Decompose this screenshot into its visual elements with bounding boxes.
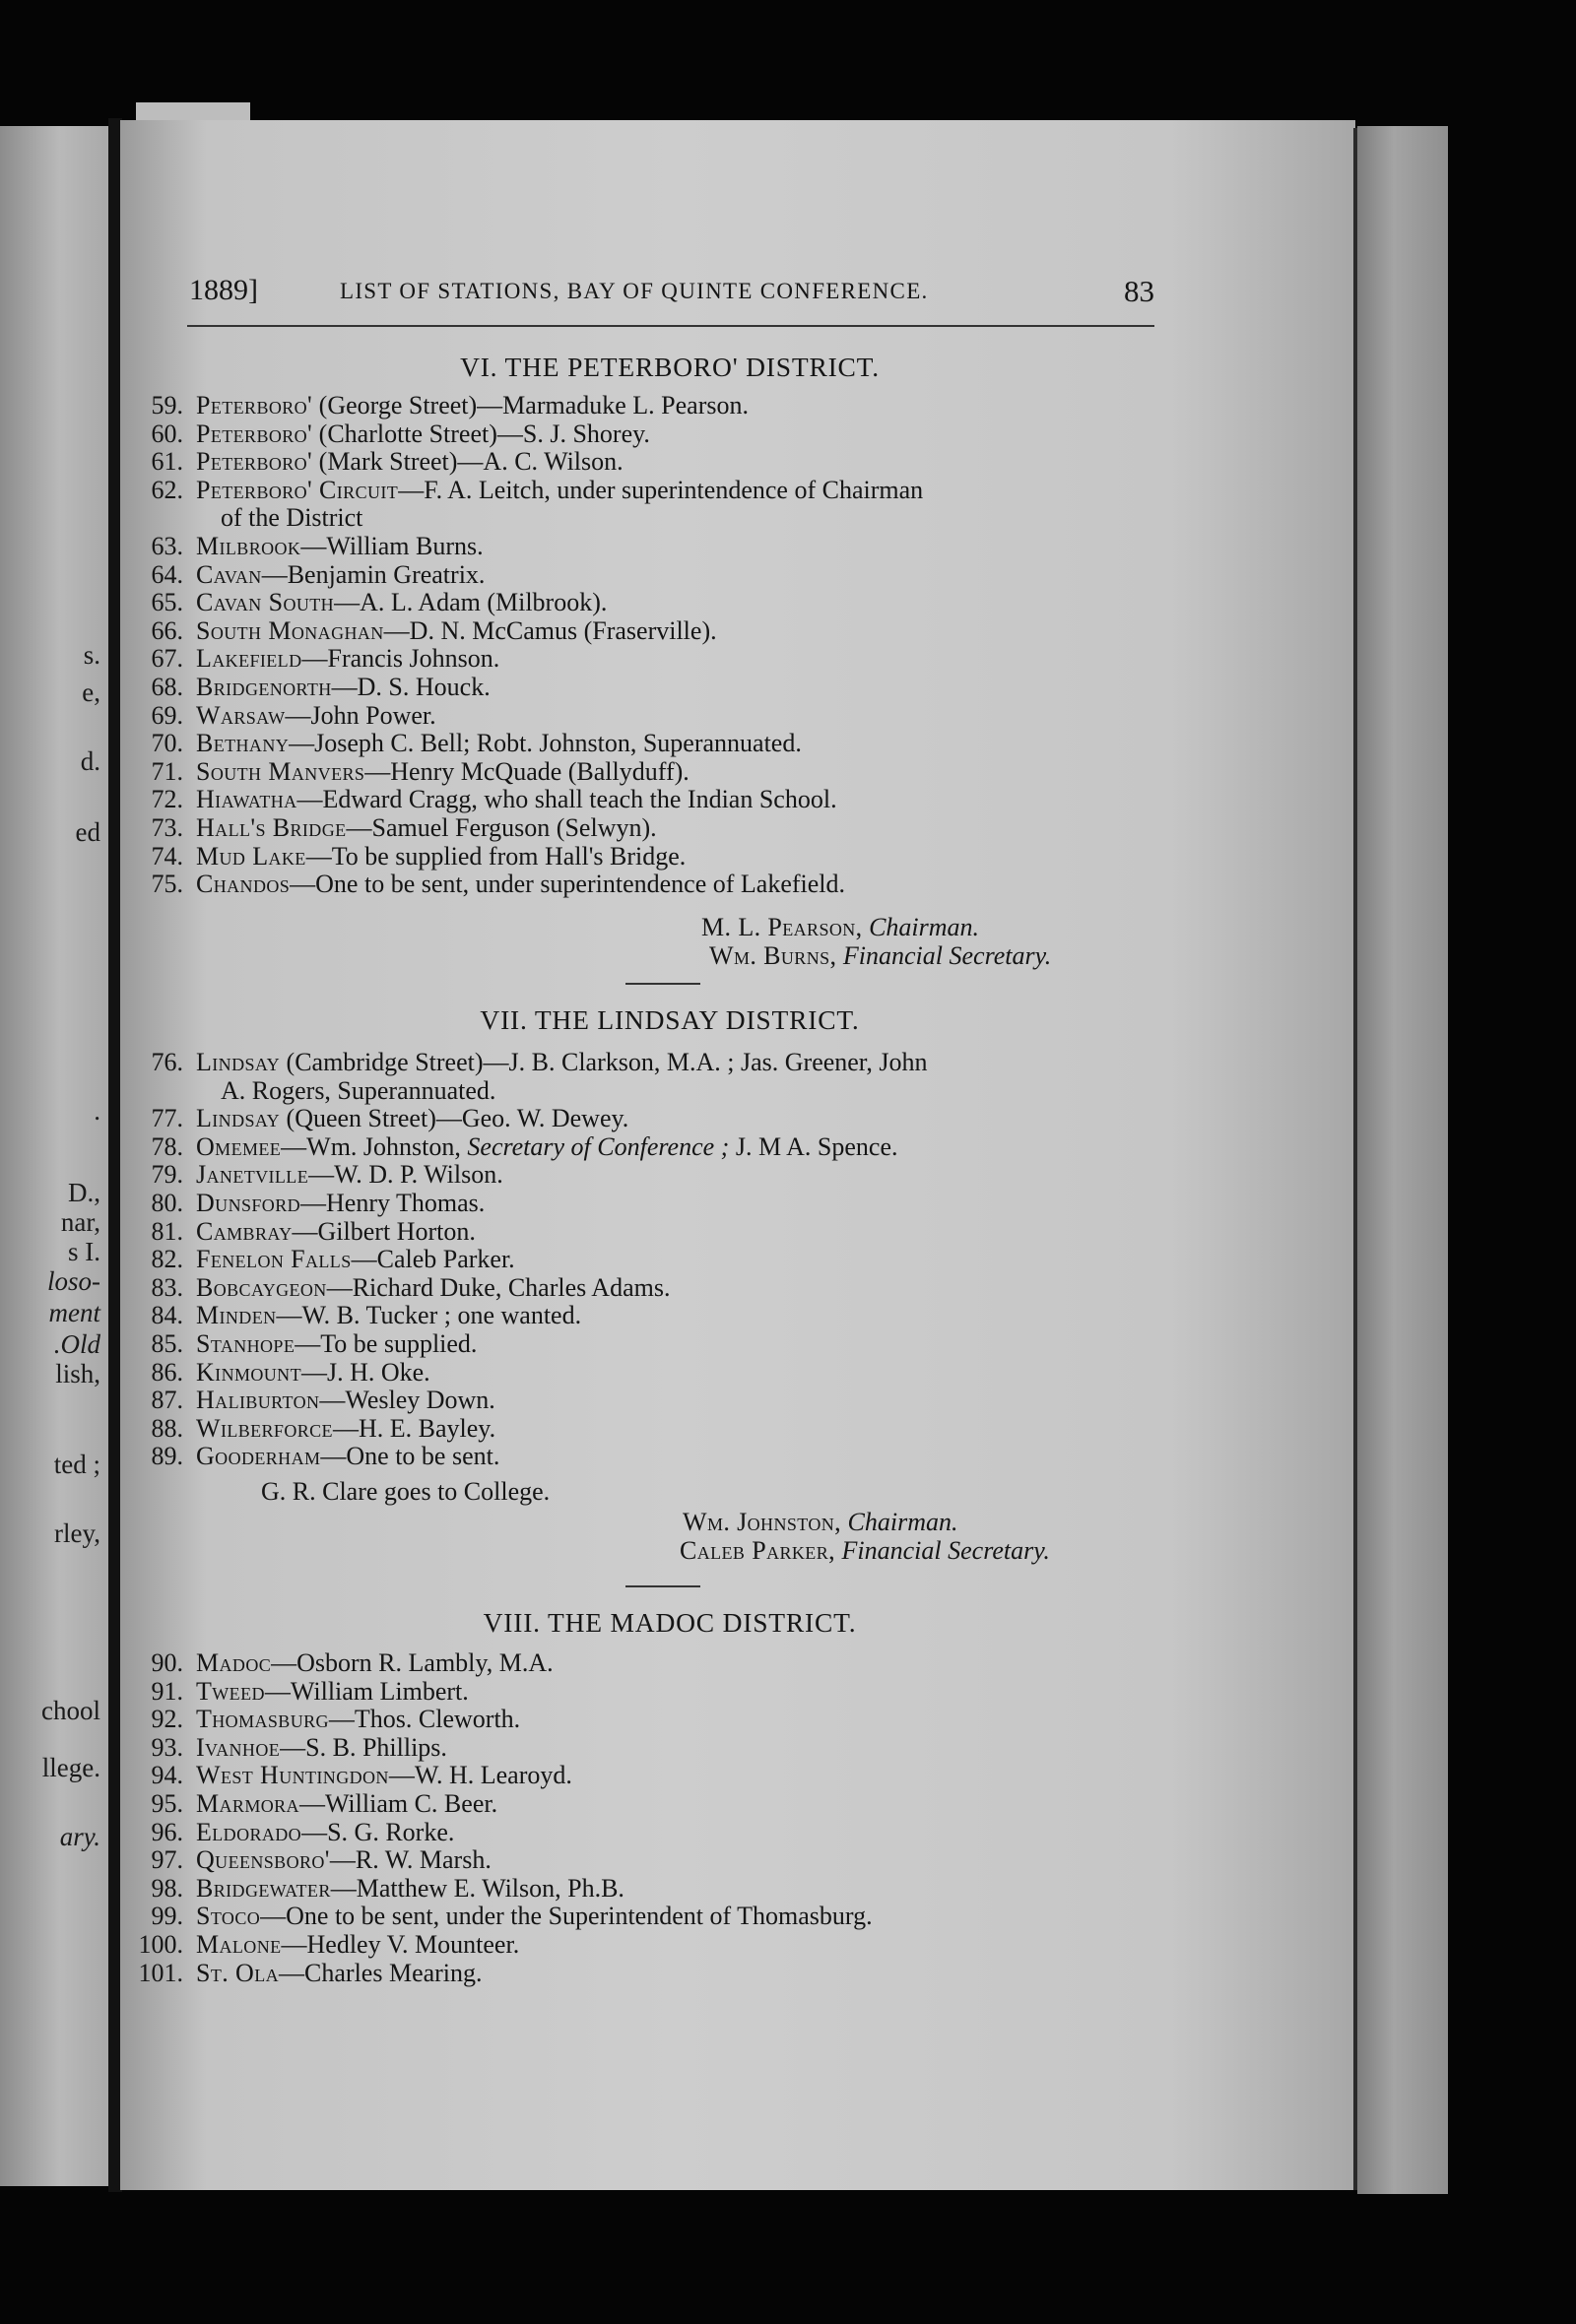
signatory-name: M. L. Pearson, — [701, 913, 863, 941]
station-name: Cavan — [196, 559, 262, 589]
entry-number: 68. — [151, 673, 183, 701]
station-entry — [151, 756, 1178, 787]
running-head — [189, 274, 1154, 317]
entry-text — [196, 1678, 469, 1706]
signature-line — [701, 913, 979, 942]
section-rule — [625, 1585, 700, 1587]
station-entry — [151, 870, 1178, 899]
entry-number: 66. — [151, 615, 183, 645]
station-entry — [151, 391, 1178, 420]
appointment-text: —Gilbert Horton. — [292, 1216, 476, 1246]
appointment-text: —Joseph C. Bell; Robt. Johnston, Superannuated. — [289, 729, 802, 758]
signatory-role: Chairman. — [847, 1508, 958, 1536]
entry-number: 59. — [151, 391, 183, 420]
station-entry — [151, 1442, 1178, 1471]
entry-number: 95. — [151, 1789, 183, 1818]
section-rule — [625, 983, 700, 985]
entry-number: 67. — [151, 644, 183, 674]
station-name: Peterboro' — [196, 391, 313, 420]
station-name: Haliburton — [196, 1386, 320, 1415]
left-page-text-fragment: . — [94, 1096, 100, 1126]
entry-text — [196, 1819, 454, 1846]
entry-number: 60. — [151, 419, 183, 448]
station-name: West Huntingdon — [196, 1761, 389, 1790]
appointment-text: —A. L. Adam (Milbrook). — [334, 588, 608, 617]
appointment-text: —Hedley V. Mounteer. — [281, 1930, 520, 1959]
adjacent-page-strip — [0, 126, 108, 2186]
entry-number: 82. — [151, 1245, 183, 1274]
entry-text — [196, 871, 845, 898]
entry-number: 96. — [151, 1817, 183, 1846]
station-name: Wilberforce — [196, 1413, 333, 1443]
entry-number: 78. — [151, 1131, 183, 1161]
appointment-text: —Benjamin Greatrix. — [261, 559, 486, 589]
left-page-text-fragment: ted ; — [53, 1450, 100, 1479]
station-entry — [151, 644, 1178, 674]
appointment-text: —R. W. Marsh. — [329, 1845, 492, 1875]
appointment-text: J. M A. Spence. — [729, 1131, 898, 1161]
appointment-text: —William C. Beer. — [298, 1789, 498, 1818]
entry-number: 90. — [151, 1648, 183, 1677]
appointment-text: —One to be sent, under superintendence of Lakefield. — [290, 870, 846, 899]
station-entry — [151, 1357, 1178, 1388]
appointment-text: (Mark Street)—A. C. Wilson. — [312, 447, 624, 477]
entry-number: 99. — [151, 1902, 183, 1931]
station-name: Cavan South — [196, 588, 335, 617]
appointment-text: —W. B. Tucker ; one wanted. — [276, 1301, 582, 1330]
appointment-text: —William Limbert. — [264, 1676, 469, 1706]
left-page-text-fragment: D., — [68, 1178, 100, 1207]
station-entry — [151, 1761, 1178, 1790]
appointment-text: —Caleb Parker. — [351, 1245, 515, 1274]
entry-text — [196, 420, 650, 448]
station-entry — [151, 615, 1178, 646]
entry-number: 88. — [151, 1413, 183, 1443]
entry-number: 80. — [151, 1189, 183, 1217]
right-page-edge — [1357, 126, 1448, 2194]
entry-text — [196, 448, 624, 476]
station-name: Peterboro' — [196, 419, 313, 448]
station-entry — [151, 1048, 1178, 1077]
appointment-text: (Queen Street)—Geo. W. Dewey. — [280, 1104, 629, 1133]
entry-number: 71. — [151, 756, 183, 786]
station-name: Bridgewater — [196, 1873, 331, 1903]
signatory-role: Financial Secretary. — [841, 1535, 1050, 1565]
entry-text — [196, 1246, 515, 1273]
station-name: Queensboro' — [196, 1845, 330, 1875]
station-name: South Manvers — [196, 756, 365, 786]
station-name: Gooderham — [196, 1442, 321, 1471]
appointment-text: —W. D. P. Wilson. — [308, 1160, 503, 1190]
appointment-text: —Samuel Ferguson (Selwyn). — [346, 813, 657, 842]
station-entry — [151, 1902, 1178, 1931]
left-page-text-fragment: lish, — [55, 1359, 100, 1388]
entry-number: 98. — [151, 1873, 183, 1903]
entry-text — [196, 477, 923, 504]
station-name: Cambray — [196, 1216, 293, 1246]
appointment-text: —W. H. Learoyd. — [388, 1761, 572, 1790]
station-name: Minden — [196, 1301, 277, 1330]
entry-text — [196, 1875, 624, 1903]
appointment-text: —One to be sent, under the Superintendent of Thomasburg. — [260, 1902, 873, 1931]
station-name: Lindsay — [196, 1104, 281, 1133]
entry-text — [196, 843, 686, 871]
entry-number: 86. — [151, 1357, 183, 1387]
page-number: 83 — [1124, 274, 1154, 308]
signatory-name: Wm. Johnston, — [683, 1508, 842, 1536]
entry-number: 74. — [151, 841, 183, 871]
signature-line — [709, 941, 1051, 971]
left-page-text-fragment: ment — [48, 1298, 100, 1327]
running-head-year: 1889] — [189, 274, 258, 306]
appointment-text: —Wesley Down. — [319, 1386, 495, 1415]
appointment-text: —Wm. Johnston, — [281, 1131, 468, 1161]
station-entry — [138, 1958, 1178, 1988]
station-name: Stanhope — [196, 1329, 296, 1358]
station-name: Hall's Bridge — [196, 813, 347, 842]
appointment-text: —John Power. — [285, 700, 436, 730]
entry-text — [196, 617, 717, 645]
entry-text — [196, 1105, 628, 1132]
entry-text — [196, 1706, 520, 1733]
station-name: Janetville — [196, 1160, 309, 1190]
left-page-text-fragment: chool — [41, 1696, 100, 1725]
entry-text — [196, 814, 657, 842]
district-heading: VIII. THE MADOC DISTRICT. — [483, 1607, 857, 1638]
left-page-text-fragment: s. — [83, 640, 100, 670]
entry-number: 65. — [151, 588, 183, 617]
appointment-text: —Edward Cragg, who shall teach the Indian School. — [296, 785, 837, 814]
entry-text — [196, 1330, 477, 1358]
station-entry — [151, 1705, 1178, 1734]
entry-text — [196, 1790, 497, 1818]
entry-number: 87. — [151, 1386, 183, 1415]
entry-text — [196, 533, 484, 560]
station-entry — [151, 1873, 1178, 1904]
station-entry — [151, 1732, 1178, 1763]
entry-text — [196, 1274, 670, 1302]
entry-number: 70. — [151, 729, 183, 758]
appointment-text: —H. E. Bayley. — [332, 1413, 496, 1443]
appointment-text: —To be supplied from Hall's Bridge. — [305, 841, 687, 871]
entry-number: 94. — [151, 1761, 183, 1790]
entry-number: 63. — [151, 532, 183, 560]
station-name: Bethany — [196, 729, 290, 758]
entry-number: 72. — [151, 785, 183, 814]
left-page-text-fragment: nar, — [60, 1207, 100, 1237]
entry-text — [196, 674, 491, 701]
entry-number: 93. — [151, 1732, 183, 1762]
station-entry — [151, 1329, 1178, 1359]
entry-number: 101. — [138, 1958, 183, 1987]
station-entry — [151, 1413, 1178, 1444]
station-entry — [151, 1648, 1178, 1678]
entry-number: 84. — [151, 1301, 183, 1330]
appointment-text: —J. H. Oke. — [300, 1357, 430, 1387]
appointment-text: (Charlotte Street)—S. J. Shorey. — [312, 419, 650, 448]
entry-text — [196, 702, 436, 730]
station-name: Thomasburg — [196, 1705, 329, 1734]
signature-line — [680, 1536, 1050, 1566]
appointment-text: —S. G. Rorke. — [301, 1817, 455, 1846]
station-entry — [151, 785, 1178, 814]
entry-text — [196, 1903, 873, 1930]
entry-number: 75. — [151, 870, 183, 899]
station-name: Tweed — [196, 1676, 265, 1706]
entry-text — [196, 1415, 495, 1443]
station-name: Lakefield — [196, 644, 302, 674]
entry-text — [196, 730, 802, 757]
station-entry — [151, 532, 1178, 561]
entry-number: 81. — [151, 1216, 183, 1246]
entry-text — [196, 1049, 928, 1076]
station-entry — [151, 1817, 1178, 1847]
entry-text — [196, 786, 837, 813]
station-entry — [151, 475, 1178, 505]
station-name: Ivanhoe — [196, 1732, 281, 1762]
entry-number: 79. — [151, 1160, 183, 1190]
left-page-text-fragment: loso- — [47, 1266, 100, 1296]
appointment-text: —William Burns. — [300, 532, 484, 560]
station-entry — [151, 700, 1178, 731]
entry-text — [196, 1960, 483, 1987]
entry-continuation: of the District — [221, 503, 363, 533]
signatory-role: Financial Secretary. — [842, 940, 1052, 970]
appointment-text: —F. A. Leitch, under superintendence of Chairman — [398, 475, 924, 504]
station-entry — [151, 588, 1178, 617]
station-entry — [151, 673, 1178, 702]
page-tab — [136, 102, 250, 120]
station-name: Kinmount — [196, 1357, 301, 1387]
station-name: South Monaghan — [196, 615, 384, 645]
station-entry — [151, 1386, 1178, 1415]
appointment-text: —Henry McQuade (Ballyduff). — [364, 756, 690, 786]
entry-text — [196, 645, 499, 673]
appointment-text: —Thos. Cleworth. — [328, 1705, 521, 1734]
left-page-text-fragment: ed — [75, 817, 100, 847]
left-page-text-fragment: d. — [80, 746, 100, 776]
signatory-role: Chairman. — [869, 913, 980, 941]
station-entry — [151, 813, 1178, 843]
station-entry — [151, 1789, 1178, 1819]
entry-number: 64. — [151, 559, 183, 589]
entry-number: 61. — [151, 447, 183, 477]
entry-number: 100. — [138, 1930, 183, 1959]
appointment-text: —Richard Duke, Charles Adams. — [326, 1272, 671, 1302]
left-page-text-fragment: s I. — [68, 1237, 100, 1266]
left-page-text-fragment: e, — [82, 678, 100, 707]
station-name: Hiawatha — [196, 785, 297, 814]
station-entry — [151, 447, 1178, 477]
entry-number: 91. — [151, 1676, 183, 1706]
station-entry — [151, 1131, 1178, 1162]
entry-text — [196, 1218, 476, 1246]
entry-continuation: A. Rogers, Superannuated. — [221, 1075, 496, 1105]
running-head-title: LIST OF STATIONS, BAY OF QUINTE CONFERENCE. — [340, 279, 929, 303]
entry-text — [196, 1649, 554, 1677]
appointment-text: —Francis Johnson. — [301, 644, 500, 674]
station-name: St. Ola — [196, 1958, 280, 1987]
station-name: Peterboro' Circuit — [196, 475, 399, 504]
entry-text — [196, 561, 485, 589]
appointment-text: —Osborn R. Lambly, M.A. — [271, 1648, 554, 1677]
appointment-text: —D. N. McCamus (Fraserville). — [383, 615, 717, 645]
entry-text — [196, 1846, 492, 1874]
entry-text — [196, 1931, 519, 1959]
station-name: Dunsford — [196, 1189, 300, 1217]
station-entry — [151, 1104, 1178, 1133]
station-entry — [151, 1245, 1178, 1274]
station-name: Stoco — [196, 1902, 261, 1931]
entry-text — [196, 758, 690, 786]
entry-text — [196, 1133, 898, 1161]
entry-text — [196, 1161, 503, 1189]
entry-text — [196, 589, 607, 616]
station-name: Milbrook — [196, 532, 301, 560]
station-name: Mud Lake — [196, 841, 306, 871]
left-page-text-fragment: ary. — [59, 1822, 100, 1851]
appointment-text: —D. S. Houck. — [331, 673, 491, 701]
entry-text — [196, 1190, 485, 1217]
appointment-text: —S. B. Phillips. — [280, 1732, 447, 1762]
entry-number: 62. — [151, 475, 183, 504]
station-entry — [151, 559, 1178, 590]
appointment-text: —Charles Mearing. — [279, 1958, 483, 1987]
station-name: Malone — [196, 1930, 282, 1959]
signature-line — [683, 1508, 958, 1537]
station-name: Bridgenorth — [196, 673, 332, 701]
entry-number: 83. — [151, 1272, 183, 1302]
signatory-name: Caleb Parker, — [680, 1535, 836, 1565]
appointment-text: —Matthew E. Wilson, Ph.B. — [330, 1873, 624, 1903]
left-page-text-fragment: rley, — [54, 1518, 100, 1548]
header-rule — [187, 325, 1154, 327]
entry-number: 76. — [151, 1048, 183, 1076]
appointment-text: —Henry Thomas. — [300, 1189, 486, 1217]
entry-text — [196, 1734, 447, 1762]
station-name: Madoc — [196, 1648, 272, 1677]
station-entry — [151, 1189, 1178, 1218]
station-entry — [151, 1160, 1178, 1190]
station-name: Warsaw — [196, 700, 286, 730]
entry-text — [196, 392, 749, 420]
entry-number: 89. — [151, 1442, 183, 1471]
station-entry — [151, 1676, 1178, 1707]
appointment-text: —One to be sent. — [320, 1442, 500, 1471]
appointment-text: (Cambridge Street)—J. B. Clarkson, M.A. ; Jas. Greener, John — [280, 1048, 928, 1076]
entry-number: 77. — [151, 1104, 183, 1133]
station-name: Eldorado — [196, 1817, 302, 1846]
station-entry — [151, 1301, 1178, 1330]
station-entry — [151, 729, 1178, 758]
entry-number: 97. — [151, 1845, 183, 1875]
entry-number: 73. — [151, 813, 183, 842]
entry-text — [196, 1359, 430, 1387]
entry-text — [196, 1762, 572, 1789]
station-entry — [151, 1845, 1178, 1875]
station-name: Bobcaygeon — [196, 1272, 327, 1302]
station-name: Fenelon Falls — [196, 1245, 352, 1274]
appointment-text: —To be supplied. — [295, 1329, 478, 1358]
entry-text — [196, 1443, 499, 1470]
entry-text — [196, 1387, 495, 1414]
station-entry — [151, 1272, 1178, 1303]
station-name: Marmora — [196, 1789, 299, 1818]
station-entry — [151, 841, 1178, 872]
station-entry — [138, 1930, 1178, 1960]
appointment-text: (George Street)—Marmaduke L. Pearson. — [312, 391, 749, 420]
district-heading: VI. THE PETERBORO' DISTRICT. — [460, 352, 880, 382]
left-page-text-fragment: llege. — [41, 1753, 100, 1782]
station-name: Chandos — [196, 870, 291, 899]
entry-text — [196, 1302, 581, 1329]
station-name: Lindsay — [196, 1048, 281, 1076]
entry-number: 85. — [151, 1329, 183, 1358]
district-note: G. R. Clare goes to College. — [261, 1477, 551, 1506]
appointment-italic: Secretary of Conference ; — [467, 1131, 730, 1161]
signatory-name: Wm. Burns, — [709, 940, 837, 970]
station-name: Omemee — [196, 1131, 282, 1161]
station-entry — [151, 1216, 1178, 1247]
entry-number: 92. — [151, 1705, 183, 1734]
entry-number: 69. — [151, 700, 183, 730]
district-heading: VII. THE LINDSAY DISTRICT. — [480, 1004, 860, 1035]
station-entry — [151, 419, 1178, 449]
left-page-text-fragment: .Old — [53, 1329, 100, 1359]
station-name: Peterboro' — [196, 447, 313, 477]
